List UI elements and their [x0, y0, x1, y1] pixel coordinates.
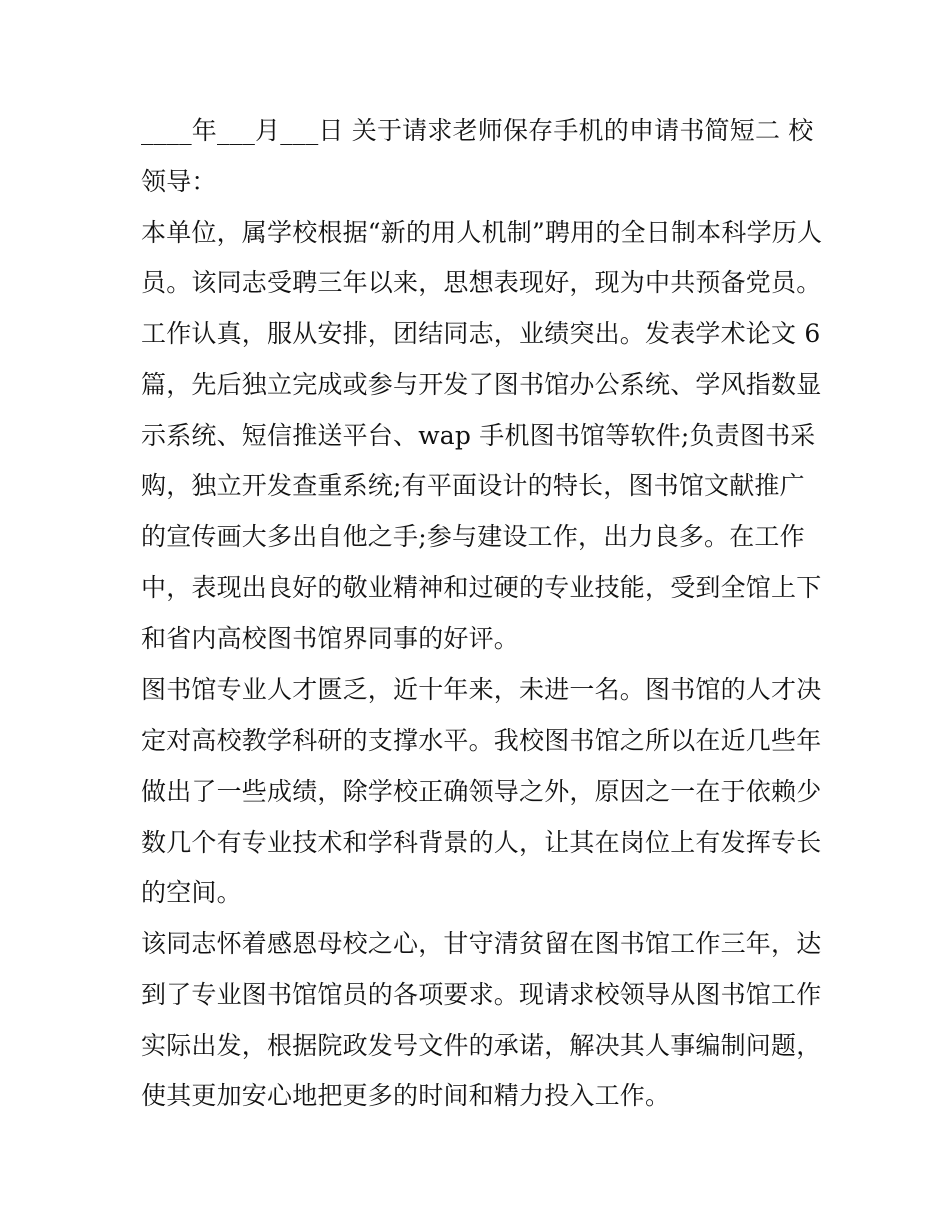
- text-line: 篇，先后独立完成或参与开发了图书馆办公系统、学风指数显: [141, 370, 822, 399]
- text-line: 领导：: [141, 167, 217, 196]
- text-line: 和省内高校图书馆界同事的好评。: [141, 624, 520, 653]
- text-line: 本单位，属学校根据“新的用人机制”聘用的全日制本科学历人: [141, 218, 823, 247]
- text-line: 的宣传画大多出自他之手;参与建设工作，出力良多。在工作: [141, 522, 805, 551]
- text-line: 到了专业图书馆馆员的各项要求。现请求校领导从图书馆工作: [141, 980, 822, 1009]
- text-line: 定对高校教学科研的支撑水平。我校图书馆之所以在近几些年: [141, 726, 822, 755]
- text-line: 工作认真，服从安排，团结同志，业绩突出。发表学术论文 6: [141, 319, 821, 348]
- text-line: 使其更加安心地把更多的时间和精力投入工作。: [141, 1081, 671, 1110]
- text-line: ____年___月___日 关于请求老师保存手机的申请书简短二 校: [141, 116, 814, 145]
- text-line: 示系统、短信推送平台、wap 手机图书馆等软件;负责图书采: [141, 421, 816, 450]
- text-line: 员。该同志受聘三年以来，思想表现好，现为中共预备党员。: [141, 268, 822, 297]
- text-line: 实际出发，根据院政发号文件的承诺，解决其人事编制问题，: [141, 1031, 822, 1060]
- text-line: 该同志怀着感恩母校之心，甘守清贫留在图书馆工作三年，达: [141, 929, 822, 958]
- text-line: 的空间。: [141, 878, 242, 907]
- text-line: 图书馆专业人才匮乏，近十年来，未进一名。图书馆的人才决: [141, 675, 822, 704]
- text-line: 中，表现出良好的敬业精神和过硬的专业技能，受到全馆上下: [141, 573, 822, 602]
- text-line: 做出了一些成绩，除学校正确领导之外，原因之一在于依赖少: [141, 777, 822, 806]
- text-line: 购，独立开发查重系统;有平面设计的特长，图书馆文献推广: [141, 471, 805, 500]
- text-line: 数几个有专业技术和学科背景的人，让其在岗位上有发挥专长: [141, 828, 822, 857]
